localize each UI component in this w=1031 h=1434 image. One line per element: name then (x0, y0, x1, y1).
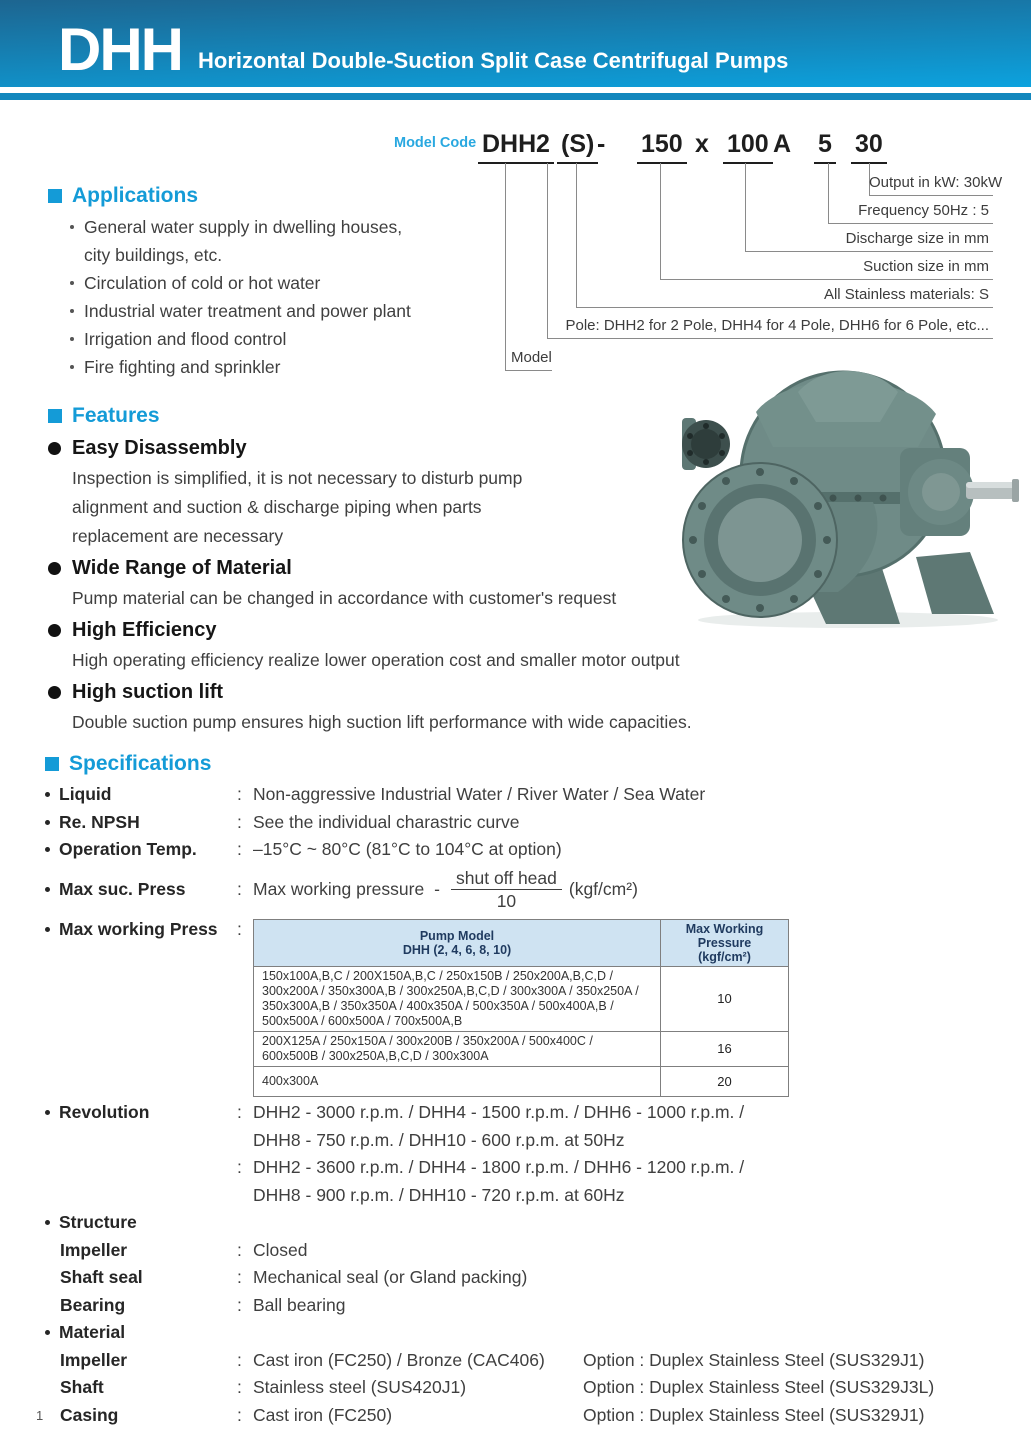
spec-row-structure-heading: Structure (45, 1209, 1010, 1237)
spec-value: –15°C ~ 80°C (81°C to 104°C at option) (253, 839, 562, 859)
dot-bullet-icon (70, 309, 74, 313)
colon: : (237, 1157, 242, 1177)
colon: : (237, 918, 242, 939)
model-code-segment-suction: 150 (637, 129, 687, 164)
product-subtitle: Horizontal Double-Suction Split Case Centrifugal Pumps (198, 48, 789, 73)
colon: : (237, 811, 242, 832)
model-code-label: Model Code (394, 135, 477, 151)
spec-value: DHH2 - 3000 r.p.m. / DHH4 - 1500 r.p.m. / DHH6 - 1000 r.p.m. / (253, 1102, 745, 1122)
spec-row-revolution-cont (45, 1127, 1010, 1155)
dot-bullet-icon (45, 887, 50, 892)
specifications-title: Specifications (69, 752, 212, 775)
colon: : (237, 1294, 242, 1315)
callout-label-frequency: Frequency 50Hz : 5 (858, 202, 989, 219)
application-text: Circulation of cold or hot water (84, 273, 321, 293)
product-code-title: DHH (58, 16, 182, 83)
model-code-segment-frequency: 5 (814, 129, 836, 164)
callout-label-output: Output in kW: 30kW (869, 174, 1003, 191)
application-text: General water supply in dwelling houses, (84, 217, 403, 237)
features-title: Features (72, 404, 160, 427)
colon: : (237, 784, 242, 804)
pump-product-photo (648, 352, 1031, 637)
spec-row-max-working-press: Max working Press : Pump Model DHH (2, 4, 6, 8, 10) Max Working Pressure (kgf/cm²) 150x100A,B,C / 200X150A,B,C / 250x150B / 250x200A,B,C,D / 300x200A / 350x300A,B / 300x250A,B,C,D / 300x300A / 350x250A / 350x300A,B / 350x350A / 400x350A / 500x350A / 500x400A,B / 500x500A / 600x500A / 700x500A,B 10 200X125A / 250x150A / 300x200B / 350x200A / 500x400C / 600x500B / 300x250A,B,C,D / 300x300A 16 400x300A 20 (45, 916, 1010, 1100)
dot-bullet-icon (45, 927, 50, 932)
dot-bullet-icon (70, 281, 74, 285)
spec-row-revolution: Revolution : DHH2 - 3000 r.p.m. / DHH4 - 1500 r.p.m. / DHH6 - 1000 r.p.m. / (45, 1099, 1010, 1127)
circle-bullet-icon (48, 624, 61, 637)
application-text: city buildings, etc. (84, 245, 223, 265)
colon: : (237, 1349, 242, 1370)
callout-label-stainless: All Stainless materials: S (823, 286, 989, 303)
callout-underline-suction (660, 279, 993, 280)
spec-value: DHH2 - 3600 r.p.m. / DHH4 - 1800 r.p.m. / DHH6 - 1200 r.p.m. / (253, 1157, 745, 1177)
model-code-segment-discharge: 100 (723, 129, 773, 164)
dot-bullet-icon (70, 225, 74, 229)
spec-row-revolution-cont (45, 1182, 1010, 1210)
spec-value: Ball bearing (253, 1294, 346, 1315)
callout-underline-stainless (576, 307, 993, 308)
colon: : (237, 1404, 242, 1425)
spec-value: Mechanical seal (or Gland packing) (253, 1267, 528, 1287)
section-square-icon (48, 189, 62, 203)
header-blue-stripe (0, 93, 1031, 100)
specifications-heading (45, 750, 1010, 777)
page-number: 1 (36, 1408, 44, 1423)
circle-bullet-icon (48, 562, 61, 575)
feature-title: Wide Range of Material (48, 553, 768, 584)
application-item (48, 213, 628, 241)
feature-description: Inspection is simplified, it is not necessary to disturb pump alignment and suction & discharge piping when parts replacement are necessary (72, 468, 523, 546)
spec-value: DHH8 - 750 r.p.m. / DHH10 - 600 r.p.m. at 50Hz (253, 1129, 625, 1150)
pressure-fraction: $\frac{\text{shut off head}}{10}$ (451, 867, 562, 912)
dot-bullet-icon (45, 1330, 50, 1335)
spec-row-shaft-seal: Shaft seal : Mechanical seal (or Gland packing) (45, 1264, 1010, 1292)
max-pressure-header: Max Working Pressure (kgf/cm²) (661, 919, 789, 966)
applications-title: Applications (72, 184, 199, 207)
pump-model-header: Pump Model DHH (2, 4, 6, 8, 10) (254, 919, 661, 966)
spec-row-operation-temp: Operation Temp. : –15°C ~ 80°C (81°C to 104°C at option) (45, 836, 1010, 864)
callout-label-suction: Suction size in mm (863, 258, 989, 275)
callout-underline-frequency (828, 223, 993, 224)
model-code-segment-a: A (773, 130, 792, 158)
applications-section (48, 182, 628, 381)
feature-description: Double suction pump ensures high suction lift performance with wide capacities. (72, 712, 692, 732)
application-text: Irrigation and flood control (84, 329, 287, 349)
spec-value: DHH8 - 900 r.p.m. / DHH10 - 720 r.p.m. at 60Hz (253, 1184, 625, 1205)
circle-bullet-icon (48, 686, 61, 699)
spec-row-npsh: Re. NPSH : See the individual charastric curve (45, 809, 1010, 837)
model-code-segment-stainless: (S) (557, 129, 598, 164)
application-text: Fire fighting and sprinkler (84, 357, 281, 377)
table-row: 400x300A 20 (254, 1066, 789, 1097)
colon: : (237, 1267, 242, 1287)
model-code-segment-model: DHH (478, 129, 540, 164)
callout-label-model: Model (511, 349, 552, 366)
dot-bullet-icon (45, 847, 50, 852)
callout-label-pole: Pole: DHH2 for 2 Pole, DHH4 for 4 Pole, DHH6 for 6 Pole, etc... (565, 317, 989, 334)
spec-option: Option : Duplex Stainless Steel (SUS329J1) (583, 1349, 925, 1370)
spec-value: Stainless steel (SUS420J1) (253, 1377, 467, 1397)
colon: : (237, 1377, 242, 1397)
max-working-pressure-table (253, 919, 789, 1098)
application-item-continuation (48, 241, 628, 269)
callout-underline-discharge (745, 251, 993, 252)
spec-row-liquid: Liquid : Non-aggressive Industrial Water / River Water / Sea Water (45, 781, 1010, 809)
feature-title: High Efficiency (48, 615, 768, 646)
application-item (48, 269, 628, 297)
model-code-segment-dash: - (597, 130, 606, 158)
colon: : (237, 839, 242, 859)
spec-row-material-heading: Material (45, 1319, 1010, 1347)
model-code-segment-pole: 2 (532, 129, 554, 164)
spec-row-material-casing: Casing : Cast iron (FC250) Option : Duplex Stainless Steel (SUS329J1) (45, 1402, 1010, 1430)
spec-row-impeller: Impeller : Closed (45, 1237, 1010, 1265)
feature-description: Pump material can be changed in accordance with customer's request (72, 588, 617, 608)
spec-option: Option : Duplex Stainless Steel (SUS329J3L) (583, 1377, 935, 1397)
dot-bullet-icon (70, 365, 74, 369)
spec-value: Non-aggressive Industrial Water / River Water / Sea Water (253, 784, 706, 804)
spec-value: Closed (253, 1239, 308, 1260)
application-item (48, 297, 628, 325)
model-code-segment-x: x (695, 130, 709, 158)
colon: : (237, 1102, 242, 1122)
application-item (48, 353, 628, 381)
application-text: Industrial water treatment and power plant (84, 301, 411, 321)
spec-value: Cast iron (FC250) / Bronze (CAC406) (253, 1349, 545, 1370)
dot-bullet-icon (45, 820, 50, 825)
colon: : (237, 1239, 242, 1260)
section-square-icon (48, 409, 62, 423)
application-item (48, 325, 628, 353)
feature-description: High operating efficiency realize lower operation cost and smaller motor output (72, 650, 680, 670)
model-code-segment-output: 30 (851, 129, 887, 164)
colon: : (237, 878, 242, 899)
feature-title: High suction lift (48, 677, 768, 708)
dot-bullet-icon (45, 792, 50, 797)
spec-row-max-suction-press: Max suc. Press : Max working pressure - $\frac{\text{shut off head}}{10}$ (kgf/cm²) (45, 864, 1010, 916)
callout-underline-output (869, 195, 993, 196)
spec-row-material-shaft: Shaft : Stainless steel (SUS420J1) Option : Duplex Stainless Steel (SUS329J3L) (45, 1374, 1010, 1402)
spec-row-material-impeller: Impeller : Cast iron (FC250) / Bronze (CAC406) Option : Duplex Stainless Steel (SUS329J1) (45, 1347, 1010, 1375)
dot-bullet-icon (45, 1110, 50, 1115)
dot-bullet-icon (45, 1220, 50, 1225)
table-row: 150x100A,B,C / 200X150A,B,C / 250x150B / 250x200A,B,C,D / 300x200A / 350x300A,B / 300x250A,B,C,D / 300x300A / 350x250A / 350x300A,B / 350x350A / 400x350A / 500x350A / 500x400A,B / 500x500A / 600x500A / 700x500A,B 10 (254, 966, 789, 1031)
spec-option: Option : Duplex Stainless Steel (SUS329J1) (583, 1404, 925, 1425)
spec-row-bearing: Bearing : Ball bearing (45, 1292, 1010, 1320)
spec-value: See the individual charastric curve (253, 811, 520, 832)
table-header-row (254, 919, 789, 966)
circle-bullet-icon (48, 442, 61, 455)
feature-title: Easy Disassembly (48, 433, 768, 464)
spec-value: Cast iron (FC250) (253, 1404, 393, 1425)
callout-label-discharge: Discharge size in mm (845, 230, 989, 247)
dot-bullet-icon (70, 337, 74, 341)
page-header (0, 0, 1031, 87)
specifications-section (45, 750, 1010, 1429)
section-square-icon (45, 757, 59, 771)
applications-heading (48, 182, 628, 209)
spec-value: Max working pressure - $\frac{\text{shut off head}}{10}$ (kgf/cm²) (253, 868, 638, 911)
spec-row-revolution (45, 1154, 1010, 1182)
table-row: 200X125A / 250x150A / 300x200B / 350x200A / 500x400C / 600x500B / 300x250A,B,C,D / 300x300A 16 (254, 1031, 789, 1066)
